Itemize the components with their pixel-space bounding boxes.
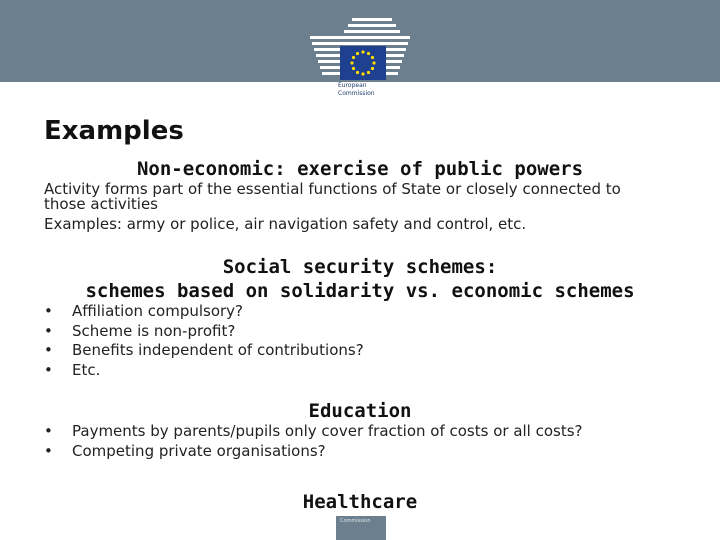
list-item [44,322,364,342]
logo-line-2: Commission [338,90,375,97]
bullet-icon: • [44,422,53,440]
list-item [44,302,364,322]
list-item [44,361,364,381]
bullet-text: Etc. [72,360,101,379]
section1-examples: Examples: army or police, air navigation safety and control, etc. [44,215,527,233]
logo-wordmark [338,82,375,98]
bullet-text: Affiliation compulsory? [72,302,244,320]
section-heading-non-economic: Non-economic: exercise of public powers [136,158,584,180]
bullet-icon: • [44,360,53,379]
social-security-bullet-list [44,302,364,380]
section-heading-healthcare: Healthcare [302,491,418,513]
european-commission-logo [308,14,412,106]
bullet-icon: • [44,302,53,320]
footer-logo-text: Commission [340,518,371,524]
bullet-text: Payments by parents/pupils only cover fraction of costs or all costs? [72,422,583,440]
page-title: Examples [44,116,184,146]
education-bullet-list [44,422,583,461]
list-item [44,422,583,442]
bullet-text: Benefits independent of contributions? [72,341,364,359]
section1-line-1: Activity forms part of the essential functions of State or closely connected to [44,180,621,198]
bullet-icon: • [44,321,53,340]
bullet-icon: • [44,441,53,460]
section-heading-education: Education [308,400,412,422]
section-heading-social-security-1: Social security schemes: [222,256,498,278]
list-item [44,341,364,361]
logo-line-1: European [338,82,367,89]
section1-line-2: those activities [44,195,159,213]
bullet-text: Competing private organisations? [72,441,326,460]
footer-logo [336,516,386,540]
section-heading-social-security-2: schemes based on solidarity vs. economic schemes [85,280,635,302]
commission-building-icon [308,14,412,82]
list-item [44,442,583,462]
bullet-icon: • [44,341,53,359]
bullet-text: Scheme is non-profit? [72,321,236,340]
